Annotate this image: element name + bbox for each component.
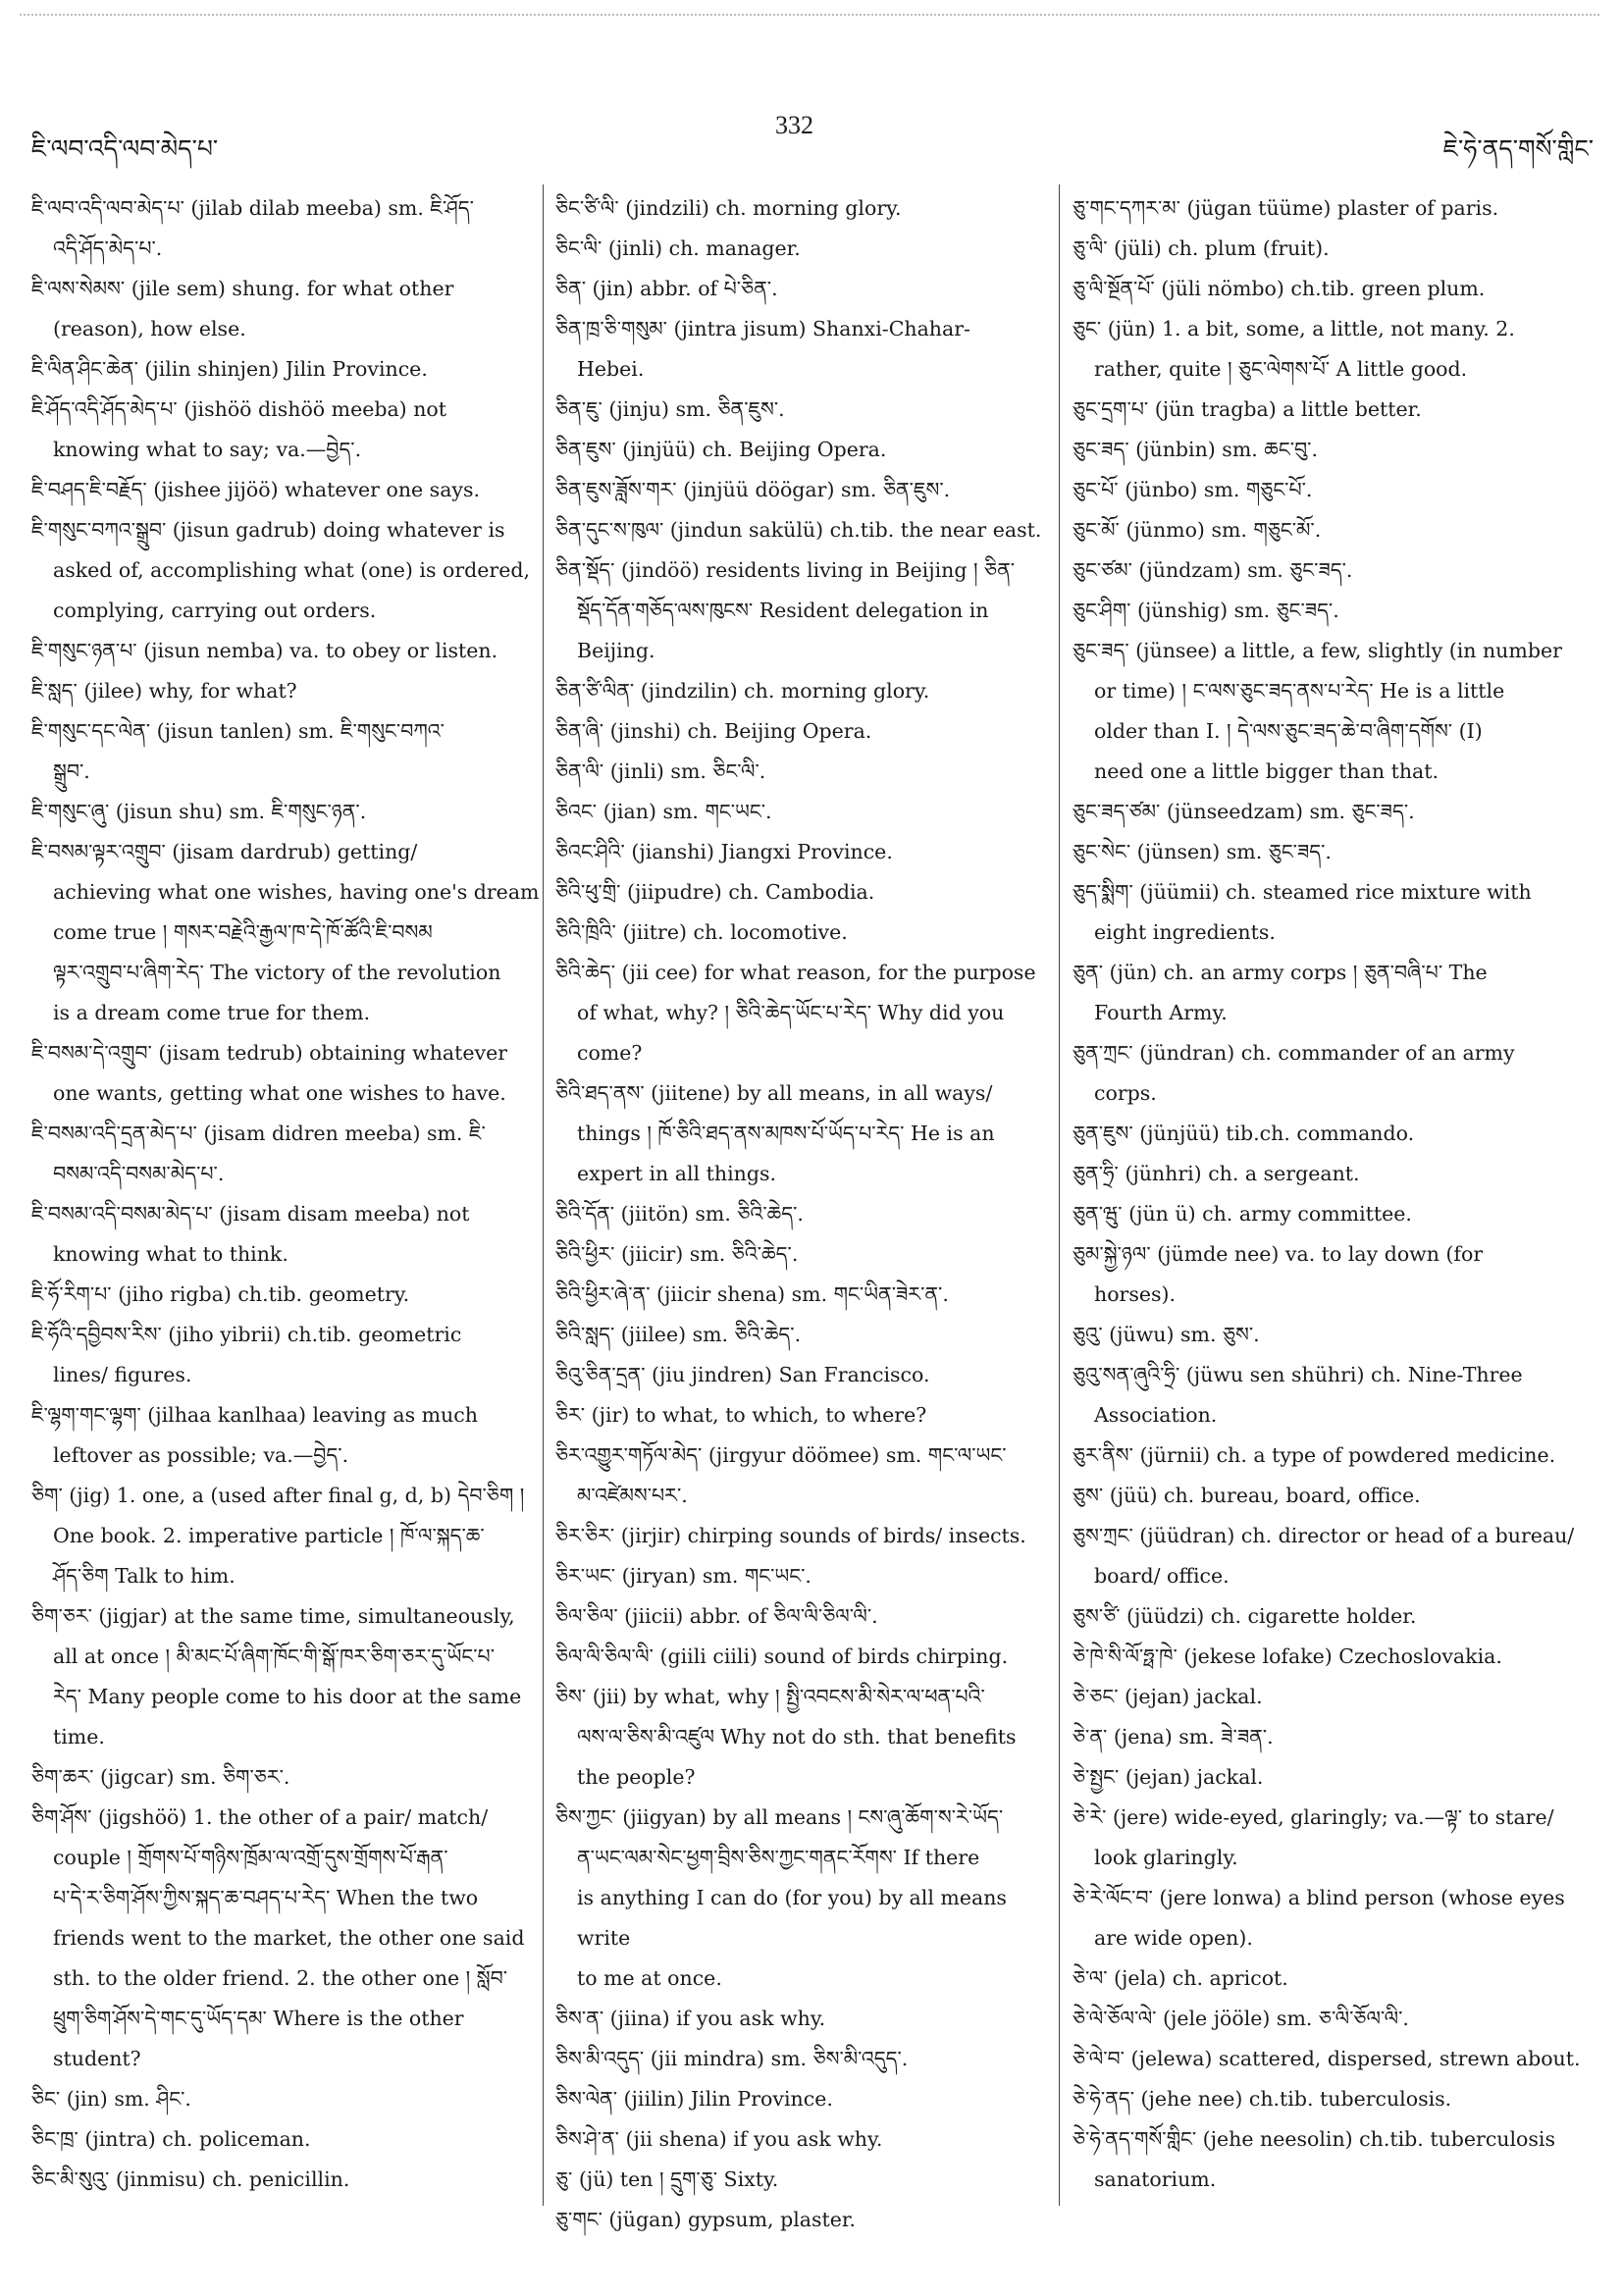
dictionary-entry [31, 1757, 542, 1798]
entry-headline: ཅུན་ཝུ་ (jün ü) ch. army committee. [1073, 1202, 1412, 1226]
dictionary-entry [1073, 832, 1593, 872]
entry-continuation: achieving what one wishes, having one's dream [53, 880, 540, 904]
entry-continuation: Beijing. [577, 639, 655, 662]
entry-headline: ཅིའི་ཆེད་ (jii cee) for what reason, for the purpose [555, 961, 1036, 984]
dictionary-entry [31, 1114, 542, 1194]
entry-continuation: One book. 2. imperative particle ། ཁོ་ལ་སྐད་ཆ་ [53, 1524, 485, 1547]
entry-headline: ཅིག་ཆར་ (jigcar) sm. ཅིག་ཅར་. [31, 1765, 290, 1789]
dictionary-entry [31, 390, 542, 470]
entry-headline: ཅིན་ཁྲ་ཅི་གསུམ་ (jintra jisum) Shanxi-Chahar- [555, 317, 970, 340]
dictionary-entry [1073, 1194, 1593, 1234]
dictionary-entry [1073, 470, 1593, 510]
dictionary-entry [31, 1033, 542, 1114]
entry-headline: ཅུས་ཙི་ (jüüdzi) ch. cigarette holder. [1073, 1604, 1417, 1628]
dictionary-entry [31, 631, 542, 671]
entry-continuation: things ། ཁོ་ཅིའི་ཐད་ནས་མཁས་པོ་ཡོད་པ་རེད་ He is an [577, 1122, 995, 1145]
dictionary-entry [1073, 390, 1593, 430]
entry-continuation: བསམ་འདི་བསམ་མེད་པ་. [53, 1162, 225, 1185]
entry-headline: ཇི་བསམ་འདི་བསམ་མེད་པ་ (jisam disam meeba) not [31, 1202, 470, 1226]
dictionary-entry [555, 1395, 1056, 1435]
entry-headline: ཇི་གསུང་ཉན་པ་ (jisun nemba) va. to obey or listen. [31, 639, 498, 662]
entry-headline: ཅེ་ལ་ (jela) ch. apricot. [1073, 1966, 1288, 1990]
entry-continuation: Association. [1094, 1403, 1218, 1427]
entry-headline: ཇི་བཤད་ཇི་བརྗོད་ (jishee jijöö) whatever one says. [31, 478, 481, 501]
entry-continuation: the people? [577, 1765, 696, 1789]
dictionary-entry [555, 2039, 1056, 2079]
entry-headline: ཅིའི་ཁྲིའི་ (jiitre) ch. locomotive. [555, 920, 848, 944]
entry-headline: ཅིག་ཤོས་ (jigshöö) 1. the other of a pair/ match/ [31, 1805, 489, 1829]
dictionary-entry [1073, 631, 1593, 792]
dictionary-entry [555, 1194, 1056, 1234]
entry-headline: ཅིས་ལེན་ (jiilin) Jilin Province. [555, 2087, 833, 2111]
dictionary-entry [1073, 1637, 1593, 1677]
entry-continuation: student? [53, 2047, 141, 2070]
entry-continuation: couple ། གྲོགས་པོ་གཉིས་ཁྲོམ་ལ་འགྲོ་དུས་གྲོགས་པོ་རྒན་ [53, 1846, 448, 1869]
entry-headline: ཅུ་ལི་ (jüli) ch. plum (fruit). [1073, 236, 1330, 260]
entry-headline: ཅེ་ཧེ་ནད་གསོ་གླིང་ (jehe neesolin) ch.tib. tuberculosis [1073, 2127, 1555, 2151]
entry-continuation: eight ingredients. [1094, 920, 1276, 944]
entry-headline: ཅུང་དྲག་པ་ (jün tragba) a little better. [1073, 397, 1422, 421]
entry-continuation: (reason), how else. [53, 317, 246, 340]
dictionary-entry [555, 1556, 1056, 1596]
entry-headline: ཇི་གསུང་ཞུ་ (jisun shu) sm. ཇི་གསུང་ཉན་. [31, 800, 367, 823]
dictionary-entry [555, 269, 1056, 309]
dictionary-entry [555, 390, 1056, 430]
dictionary-entry [1073, 1435, 1593, 1476]
dictionary-entry [1073, 1154, 1593, 1194]
entry-headline: ཅིའི་ཕུ་གྲི་ (jiipudre) ch. Cambodia. [555, 880, 875, 904]
entry-continuation: one wants, getting what one wishes to have. [53, 1081, 506, 1105]
entry-headline: ཇི་སླད་ (jilee) why, for what? [31, 679, 297, 703]
entry-continuation: lines/ figures. [53, 1363, 192, 1386]
dictionary-entry [1073, 1596, 1593, 1637]
entry-headline: ཅུ་གང་ (jügan) gypsum, plaster. [555, 2208, 856, 2231]
entry-continuation: look glaringly. [1094, 1846, 1238, 1869]
entry-continuation: friends went to the market, the other one said [53, 1926, 525, 1950]
dictionary-entry [1073, 1878, 1593, 1958]
entry-headline: ཅུན་ཇུས་ (jünjüü) tib.ch. commando. [1073, 1122, 1415, 1145]
dictionary-entry [1073, 1717, 1593, 1757]
dictionary-entry [555, 792, 1056, 832]
dictionary-entry [31, 1315, 542, 1395]
entry-continuation: sth. to the older friend. 2. the other one ། སློབ་ [53, 1966, 508, 1990]
dictionary-entry [555, 671, 1056, 711]
entry-headline: ཅིར་ཅིར་ (jirjir) chirping sounds of birds/ insects. [555, 1524, 1026, 1547]
entry-headline: ཅིང་ལི་ (jinli) ch. manager. [555, 236, 801, 260]
entry-headline: ཅེ་རེ་ (jere) wide-eyed, glaringly; va.—ལྟ་ to stare/ [1073, 1805, 1554, 1829]
entry-continuation: to me at once. [577, 1966, 722, 1990]
entry-continuation: corps. [1094, 1081, 1157, 1105]
entry-headline: ཅུ་ (jü) ten ། དྲུག་ཅུ་ Sixty. [555, 2167, 779, 2191]
entry-headline: ཅུང་ཟད་ཙམ་ (jünseedzam) sm. ཅུང་ཟད་. [1073, 800, 1415, 823]
entry-headline: ཅིག་ (jig) 1. one, a (used after final g, d, b) དེབ་ཅིག ། [31, 1484, 525, 1507]
entry-continuation: knowing what to think. [53, 1242, 288, 1266]
dictionary-entry [555, 470, 1056, 510]
entry-continuation: older than I. ། དེ་ལས་ཅུང་ཟད་ཆེ་བ་ཞིག་དགོས་ (I) [1094, 719, 1483, 743]
page-header [0, 103, 1623, 162]
dictionary-entry [31, 2119, 542, 2160]
dictionary-entry [555, 2160, 1056, 2200]
dictionary-entry [31, 2160, 542, 2200]
column-divider-2 [1059, 184, 1060, 2206]
dictionary-entry [1073, 953, 1593, 1033]
dictionary-entry [31, 671, 542, 711]
entry-headline: ཅུན་ཀྲང་ (jündran) ch. commander of an army [1073, 1041, 1515, 1065]
entry-continuation: is a dream come true for them. [53, 1001, 371, 1024]
entry-continuation: knowing what to say; va.—བྱེད་. [53, 438, 362, 461]
entry-continuation: come true ། གསར་བརྗེའི་རྒྱལ་ཁ་དེ་ཁོ་ཚོའི་ཇི་བསམ [53, 920, 433, 944]
dictionary-entry [555, 550, 1056, 671]
entry-continuation: board/ office. [1094, 1564, 1230, 1588]
entry-headline: ཅིས་ (jii) by what, why ། སྤྱི་འབངས་མི་སེར་ལ་ཕན་པའི་ [555, 1685, 985, 1708]
dictionary-entry [1073, 1315, 1593, 1355]
entry-continuation: འདི་ཤོད་མེད་པ་. [53, 236, 163, 260]
dictionary-entry [555, 1516, 1056, 1556]
dictionary-entry [1073, 2079, 1593, 2119]
dictionary-entry [31, 832, 542, 1033]
entry-headline: ཅིར་ (jir) to what, to which, to where? [555, 1403, 927, 1427]
dictionary-entry [31, 510, 542, 631]
entry-headline: ཅིན་ཇུས་ (jinjüü) ch. Beijing Opera. [555, 438, 887, 461]
dictionary-entry [1073, 1114, 1593, 1154]
dictionary-entry [555, 1999, 1056, 2039]
entry-continuation: is anything I can do (for you) by all means write [577, 1886, 1007, 1950]
entry-continuation: time. [53, 1725, 105, 1748]
dictionary-entry [1073, 2119, 1593, 2200]
dictionary-entry [31, 1194, 542, 1275]
entry-headline: ཅིན་ཞི་ (jinshi) ch. Beijing Opera. [555, 719, 872, 743]
entry-headline: ཅུ་ལི་སྔོན་པོ་ (jüli nömbo) ch.tib. green plum. [1073, 277, 1486, 300]
dictionary-entry [555, 188, 1056, 229]
entry-headline: ཅུང་པོ་ (jünbo) sm. གཅུང་པོ་. [1073, 478, 1313, 501]
entry-headline: ཅེ་སྤྱང་ (jejan) jackal. [1073, 1765, 1264, 1789]
entry-headline: ཅུང་ཙམ་ (jündzam) sm. ཅུང་ཟད་. [1073, 558, 1353, 582]
entry-headline: ཅིས་ན་ (jiina) if you ask why. [555, 2007, 826, 2030]
dictionary-entry [1073, 269, 1593, 309]
dictionary-entry [1073, 430, 1593, 470]
entry-continuation: རེད་ Many people come to his door at the same [53, 1685, 522, 1708]
entry-headline: ཅིའི་སླད་ (jiilee) sm. ཅིའི་ཆེད་. [555, 1323, 802, 1346]
entry-headline: ཅིན་སྡོད་ (jindöö) residents living in Beijing ། ཅིན་ [555, 558, 1016, 582]
entry-headline: ཇི་བསམ་ལྟར་འགྲུབ་ (jisam dardrub) getting/ [31, 840, 418, 863]
entry-continuation: all at once ། མི་མང་པོ་ཞིག་ཁོང་གི་སྒོ་ཁར་ཅིག་ཅར་དུ་ཡོང་པ་ [53, 1644, 496, 1668]
entry-headline: ཅུང་ཟད་ (jünbin) sm. ཆང་བུ་. [1073, 438, 1318, 461]
entry-continuation: Fourth Army. [1094, 1001, 1228, 1024]
entry-headline: ཅེ་ཁེ་སི་ལོ་ཧྥ་ཁེ་ (jekese lofake) Czechoslovakia. [1073, 1644, 1502, 1668]
entry-continuation: པ་དེ་ར་ཅིག་ཤོས་ཀྱིས་སྐད་ཆ་བཤད་པ་རེད་ When the two [53, 1886, 479, 1909]
dictionary-entry [1073, 1677, 1593, 1717]
entry-headline: ཅིང་མི་སུའུ་ (jinmisu) ch. penicillin. [31, 2167, 350, 2191]
dictionary-entry [555, 1596, 1056, 1637]
entry-headline: ཅུར་ནིས་ (jürnii) ch. a type of powdered medicine. [1073, 1443, 1556, 1467]
dictionary-entry [555, 1275, 1056, 1315]
dictionary-entry [555, 309, 1056, 390]
entry-headline: ཅིང་ (jin) sm. ཤིང་. [31, 2087, 191, 2111]
dictionary-entry [1073, 1999, 1593, 2039]
dictionary-entry [1073, 1798, 1593, 1878]
dictionary-entry [1073, 1033, 1593, 1114]
dictionary-entry [31, 188, 542, 269]
dictionary-entry [1073, 1476, 1593, 1516]
entry-continuation: སྡོད་དོན་གཅོད་ལས་ཁུངས་ Resident delegation in [577, 599, 989, 622]
dictionary-entry [31, 2079, 542, 2119]
entry-headline: ཇི་ལྷག་གང་ལྷག་ (jilhaa kanlhaa) leaving as much [31, 1403, 478, 1427]
dictionary-entry [1073, 1234, 1593, 1315]
entry-headline: ཅིན་ (jin) abbr. of པེ་ཅིན་. [555, 277, 778, 300]
entry-continuation: expert in all things. [577, 1162, 776, 1185]
dictionary-entry [31, 1798, 542, 2079]
entry-continuation: sanatorium. [1094, 2167, 1217, 2191]
entry-headline: ཇི་གསུང་དང་ལེན་ (jisun tanlen) sm. ཇི་གསུང་བཀའ་ [31, 719, 445, 743]
entry-headline: ཅེ་ལེ་བ་ (jelewa) scattered, dispersed, strewn about. [1073, 2047, 1581, 2070]
entry-headline: ཅུའུ་སན་ཞུའི་ཧྲི་ (jüwu sen shühri) ch. Nine-Three [1073, 1363, 1523, 1386]
entry-headline: ཅུན་ཧྲི་ (jünhri) ch. a sergeant. [1073, 1162, 1360, 1185]
entry-headline: ཅིས་མི་འདུད་ (jii mindra) sm. ཅིས་མི་འདུད་. [555, 2047, 909, 2070]
entry-headline: ཅིན་ཇུས་ཟློས་གར་ (jinjüü döögar) sm. ཅིན་ཇུས་. [555, 478, 951, 501]
dictionary-entry [1073, 792, 1593, 832]
entry-headline: ཅིང་ཁྲ་ (jintra) ch. policeman. [31, 2127, 311, 2151]
dictionary-entry [1073, 229, 1593, 269]
dictionary-entry [555, 1798, 1056, 1999]
header-right-guideword: ཇེ་ཧེ་ནད་གསོ་གླིང་ [1442, 134, 1594, 163]
dictionary-entry [555, 1315, 1056, 1355]
header-left-guideword: ཇི་ལབ་འདི་ལབ་མེད་པ་ [31, 134, 219, 163]
dictionary-entry [31, 349, 542, 390]
entry-headline: ཅེ་ལེ་ཅོལ་ལེ་ (jele jööle) sm. ཅ་ལི་ཅོལ་ལི་. [1073, 2007, 1409, 2030]
entry-continuation: Hebei. [577, 357, 645, 381]
dictionary-entry [1073, 1516, 1593, 1596]
entry-headline: ཇི་ལས་སེམས་ (jile sem) shung. for what other [31, 277, 454, 300]
entry-headline: ཇི་ལབ་འདི་ལབ་མེད་པ་ (jilab dilab meeba) sm. ཇི་ཤོད་ [31, 196, 474, 220]
dictionary-entry [31, 1275, 542, 1315]
entry-headline: ཅེ་རེ་ལོང་བ་ (jere lonwa) a blind person (whose eyes [1073, 1886, 1565, 1909]
dictionary-entry [1073, 872, 1593, 953]
dictionary-entry [555, 1355, 1056, 1395]
entry-continuation: ལྟར་འགྲུབ་པ་ཞིག་རེད་ The victory of the revolution [53, 961, 501, 984]
entry-headline: ཅུང་མོ་ (jünmo) sm. གཅུང་མོ་. [1073, 518, 1322, 542]
dictionary-entry [555, 832, 1056, 872]
dictionary-entry [31, 711, 542, 792]
dictionary-entry [555, 913, 1056, 953]
dictionary-entry [555, 872, 1056, 913]
entry-headline: ཇི་གསུང་བཀའ་སྒྲུབ་ (jisun gadrub) doing whatever is [31, 518, 505, 542]
dictionary-entry [555, 953, 1056, 1073]
dictionary-entry [555, 510, 1056, 550]
entry-headline: ཅིར་འགྱུར་གཏོལ་མེད་ (jirgyur döömee) sm. གང་ལ་ཡང་ [555, 1443, 1007, 1467]
entry-continuation: come? [577, 1041, 643, 1065]
entry-headline: ཅུང་ཟད་ (jünsee) a little, a few, slightly (in number [1073, 639, 1562, 662]
entry-headline: ཅིའུ་ཅིན་དྲན་ (jiu jindren) San Francisco. [555, 1363, 930, 1386]
dictionary-entry [31, 269, 542, 349]
entry-headline: ཇི་ལིན་ཤིང་ཆེན་ (jilin shinjen) Jilin Province. [31, 357, 428, 381]
entry-headline: ཇི་བསམ་དེ་འགྲུབ་ (jisam tedrub) obtaining whatever [31, 1041, 508, 1065]
entry-headline: ཅིན་དུང་ས་ཁུལ་ (jindun sakülü) ch.tib. the near east. [555, 518, 1042, 542]
dictionary-column-3 [1073, 188, 1593, 2200]
dictionary-entry [555, 1637, 1056, 1677]
entry-headline: ཅིའང་ (jian) sm. གང་ཡང་. [555, 800, 772, 823]
entry-headline: ཅིར་ཡང་ (jiryan) sm. གང་ཡང་. [555, 1564, 812, 1588]
entry-headline: ཅིའི་ཕྱིར་ (jiicir) sm. ཅིའི་ཆེད་. [555, 1242, 799, 1266]
dictionary-entry [555, 1435, 1056, 1516]
entry-continuation: are wide open). [1094, 1926, 1253, 1950]
entry-headline: ཅེ་ཧེ་ནད་ (jehe nee) ch.tib. tuberculosis. [1073, 2087, 1452, 2111]
entry-headline: ཅུམ་སྐྱེ་ཉལ་ (jümde nee) va. to lay down (for [1073, 1242, 1484, 1266]
dictionary-entry [555, 2200, 1056, 2240]
entry-continuation: leftover as possible; va.—བྱེད་. [53, 1443, 349, 1467]
dictionary-entry [555, 430, 1056, 470]
entry-continuation: asked of, accomplishing what (one) is ordered, [53, 558, 530, 582]
dictionary-column-1 [31, 188, 542, 2200]
entry-headline: ཅུད་སྨིག་ (jüümii) ch. steamed rice mixture with [1073, 880, 1532, 904]
entry-continuation: མ་འཛེམས་པར་. [577, 1484, 688, 1507]
entry-headline: ཅེ་ན་ (jena) sm. ཟེ་ཟན་. [1073, 1725, 1274, 1748]
entry-continuation: horses). [1094, 1282, 1177, 1306]
dictionary-entry [555, 2079, 1056, 2119]
entry-headline: ཅིའི་ཕྱིར་ཞེ་ན་ (jiicir shena) sm. གང་ཡིན་ཟེར་ན་. [555, 1282, 949, 1306]
entry-headline: ཅུའུ་ (jüwu) sm. ཅུས་. [1073, 1323, 1260, 1346]
dictionary-entry [1073, 2039, 1593, 2079]
dictionary-entry [555, 711, 1056, 752]
dictionary-entry [555, 1234, 1056, 1275]
dictionary-entry [1073, 550, 1593, 591]
entry-headline: ཅུན་ (jün) ch. an army corps ། ཅུན་བཞི་པ་ The [1073, 961, 1488, 984]
entry-continuation: སྒྲུབ་. [53, 759, 90, 783]
dictionary-entry [1073, 1958, 1593, 1999]
entry-headline: ཅིན་ལི་ (jinli) sm. ཅིང་ལི་. [555, 759, 766, 783]
entry-headline: ཇི་བསམ་འདི་དྲན་མེད་པ་ (jisam didren meeba) sm. ཇི་ [31, 1122, 486, 1145]
dictionary-entry [1073, 188, 1593, 229]
entry-headline: ཅིའང་ཤིའི་ (jianshi) Jiangxi Province. [555, 840, 893, 863]
entry-headline: ཅིང་ཙི་ལི་ (jindzili) ch. morning glory. [555, 196, 902, 220]
dictionary-entry [555, 1677, 1056, 1798]
entry-headline: ཅིན་ཇུ་ (jinju) sm. ཅིན་ཇུས་. [555, 397, 785, 421]
entry-continuation: ཕྲུག་ཅིག་ཤོས་དེ་གང་དུ་ཡོད་དམ་ Where is the other [53, 2007, 464, 2030]
entry-continuation: rather, quite ། ཅུང་ལེགས་པོ་ A little good. [1094, 357, 1468, 381]
entry-continuation: ཤོད་ཅིག Talk to him. [53, 1564, 236, 1588]
entry-headline: ཅུས་ (jüü) ch. bureau, board, office. [1073, 1484, 1421, 1507]
entry-headline: ཅུས་ཀྲང་ (jüüdran) ch. director or head of a bureau/ [1073, 1524, 1575, 1547]
dictionary-entry [555, 1073, 1056, 1194]
dictionary-entry [1073, 510, 1593, 550]
entry-continuation: complying, carrying out orders. [53, 599, 377, 622]
dictionary-entry [1073, 1355, 1593, 1435]
column-divider-1 [543, 184, 544, 2206]
entry-headline: ཅུང་སེང་ (jünsen) sm. ཅུང་ཟད་. [1073, 840, 1332, 863]
dictionary-entry [31, 792, 542, 832]
entry-headline: ཇི་ཧོའི་དབྱིབས་རིས་ (jiho yibrii) ch.tib. geometric [31, 1323, 462, 1346]
dictionary-entry [31, 470, 542, 510]
dictionary-entry [31, 1596, 542, 1757]
entry-headline: ཅིས་ཤེ་ན་ (jii shena) if you ask why. [555, 2127, 883, 2151]
dictionary-entry [1073, 591, 1593, 631]
entry-headline: ཅུ་གང་དཀར་མ་ (jügan tüüme) plaster of paris. [1073, 196, 1499, 220]
dictionary-column-2 [555, 188, 1056, 2240]
dictionary-entry [31, 1476, 542, 1596]
entry-headline: ཅིལ་ཅིལ་ (jiicii) abbr. of ཅིལ་ལི་ཅིལ་ལི་. [555, 1604, 878, 1628]
page-number: 332 [775, 111, 813, 139]
dictionary-entry [1073, 1757, 1593, 1798]
entry-headline: ཅིན་ཙི་ལིན་ (jindzilin) ch. morning glory. [555, 679, 930, 703]
entry-continuation: need one a little bigger than that. [1094, 759, 1440, 783]
entry-headline: ཇི་ཧོ་རིག་པ་ (jiho rigba) ch.tib. geometry. [31, 1282, 410, 1306]
entry-headline: ཅིའི་ཐད་ནས་ (jiitene) by all means, in all ways/ [555, 1081, 993, 1105]
entry-headline: ཅིལ་ལི་ཅིལ་ལི་ (giili ciili) sound of birds chirping. [555, 1644, 1009, 1668]
entry-headline: ཅུང་ཤིག་ (jünshig) sm. ཅུང་ཟད་. [1073, 599, 1339, 622]
dictionary-entry [1073, 309, 1593, 390]
dictionary-entry [555, 2119, 1056, 2160]
entry-headline: ཇི་ཤོད་འདི་ཤོད་མེད་པ་ (jishöö dishöö meeba) not [31, 397, 446, 421]
dictionary-entry [555, 229, 1056, 269]
entry-headline: ཅིའི་དོན་ (jiitön) sm. ཅིའི་ཆེད་. [555, 1202, 804, 1226]
entry-continuation: or time) ། ང་ལས་ཅུང་ཟད་ནས་པ་རེད་ He is a little [1094, 679, 1505, 703]
entry-headline: ཅིས་ཀྱང་ (jiigyan) by all means ། ངས་ཞུ་ཆོག་ས་རེ་ཡོད་ [555, 1805, 1004, 1829]
scan-edge-dots [20, 14, 1599, 20]
entry-headline: ཅུང་ (jün) 1. a bit, some, a little, not many. 2. [1073, 317, 1515, 340]
dictionary-entry [31, 1395, 542, 1476]
entry-continuation: ལས་ལ་ཅིས་མི་འཛུལ Why not do sth. that benefits [577, 1725, 1017, 1748]
dictionary-entry [555, 752, 1056, 792]
entry-headline: ཅེ་ཅང་ (jejan) jackal. [1073, 1685, 1263, 1708]
entry-continuation: ན་ཡང་ལམ་སེང་ཕྱག་བྲིས་ཅིས་ཀྱང་གནང་རོགས་ If there [577, 1846, 980, 1869]
entry-headline: ཅིག་ཅར་ (jigjar) at the same time, simultaneously, [31, 1604, 515, 1628]
entry-continuation: of what, why? ། ཅིའི་ཆེད་ཡོང་པ་རེད་ Why did you [577, 1001, 1005, 1024]
